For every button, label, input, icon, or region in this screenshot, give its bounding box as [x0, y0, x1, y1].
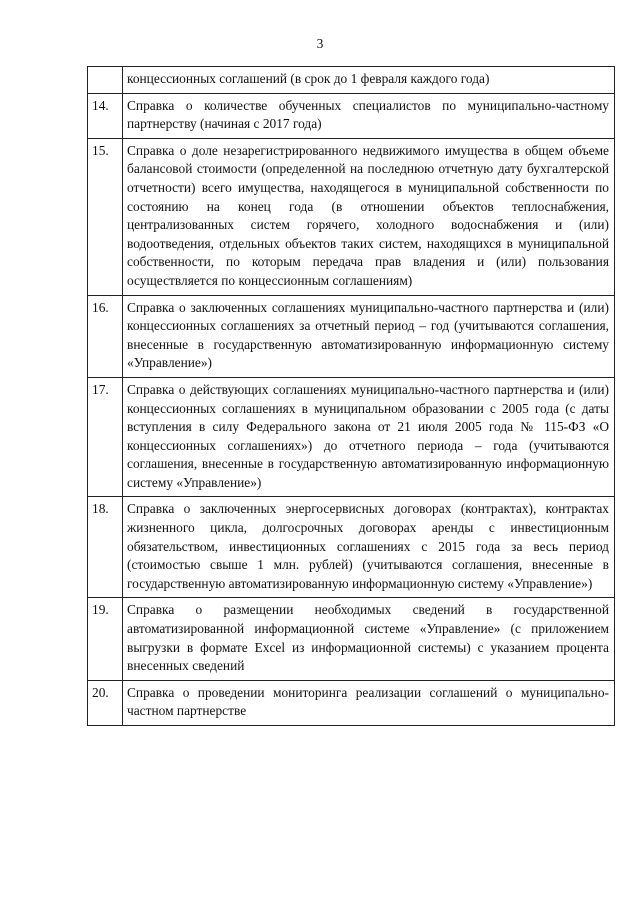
row-number: 16. — [88, 295, 123, 377]
row-text: концессионных соглашений (в срок до 1 февраля каждого года) — [123, 67, 615, 94]
table-row — [88, 497, 615, 598]
table-row — [88, 295, 615, 377]
row-number: 18. — [88, 497, 123, 598]
table-row — [88, 680, 615, 725]
table-row — [88, 377, 615, 497]
page-number: 3 — [316, 36, 324, 51]
row-number: 14. — [88, 93, 123, 138]
row-text: Справка о заключенных соглашениях муниципально-частного партнерства и (или) концессионных соглашениях за отчетный период – год (учитываются соглашения, внесенные в государственную автоматизированную информационную систему «Управление») — [123, 295, 615, 377]
row-text: Справка о заключенных энергосервисных договорах (контрактах), контрактах жизненного цикла, долгосрочных договорах аренды с инвестиционным обязательством, инвестиционных соглашениях с 2015 года за весь период (стоимостью свыше 1 млн. рублей) (учитываются соглашения, внесенные в государственную автоматизированную информационную систему «Управление») — [123, 497, 615, 598]
table-row — [88, 93, 615, 138]
table-row — [88, 67, 615, 94]
row-number: 20. — [88, 680, 123, 725]
row-number: 15. — [88, 138, 123, 295]
row-text: Справка о доле незарегистрированного недвижимого имущества в общем объеме балансовой стоимости (определенной на последнюю отчетную дату бухгалтерской отчетности) всего имущества, находящегося в муниципальной собственности по состоянию на конец года (в отношении объектов теплоснабжения, централизованных систем горячего, холодного водоснабжения и (или) водоотведения, отдельных объектов таких систем, находящихся в муниципальной собственности, по которым передача прав владения и (или) пользования осуществляется по концессионным соглашениям) — [123, 138, 615, 295]
row-text: Справка о размещении необходимых сведений в государственной автоматизированной информационной системе «Управление» (с приложением выгрузки в формате Excel из информационной системы) с указанием процента внесенных сведений — [123, 598, 615, 680]
reports-table — [87, 66, 615, 726]
row-number — [88, 67, 123, 94]
row-number: 17. — [88, 377, 123, 497]
row-text: Справка о проведении мониторинга реализации соглашений о муниципально-частном партнерстве — [123, 680, 615, 725]
table-row — [88, 138, 615, 295]
row-number: 19. — [88, 598, 123, 680]
table-row — [88, 598, 615, 680]
row-text: Справка о действующих соглашениях муниципально-частного партнерства и (или) концессионных соглашениях в муниципальном образовании с 2005 года (с даты вступления в силу Федерального закона от 21 июля 2005 года № 115-ФЗ «О концессионных соглашениях») до отчетного периода – года (учитываются соглашения, внесенные в государственную автоматизированную информационную систему «Управление») — [123, 377, 615, 497]
row-text: Справка о количестве обученных специалистов по муниципально-частному партнерству (начиная с 2017 года) — [123, 93, 615, 138]
